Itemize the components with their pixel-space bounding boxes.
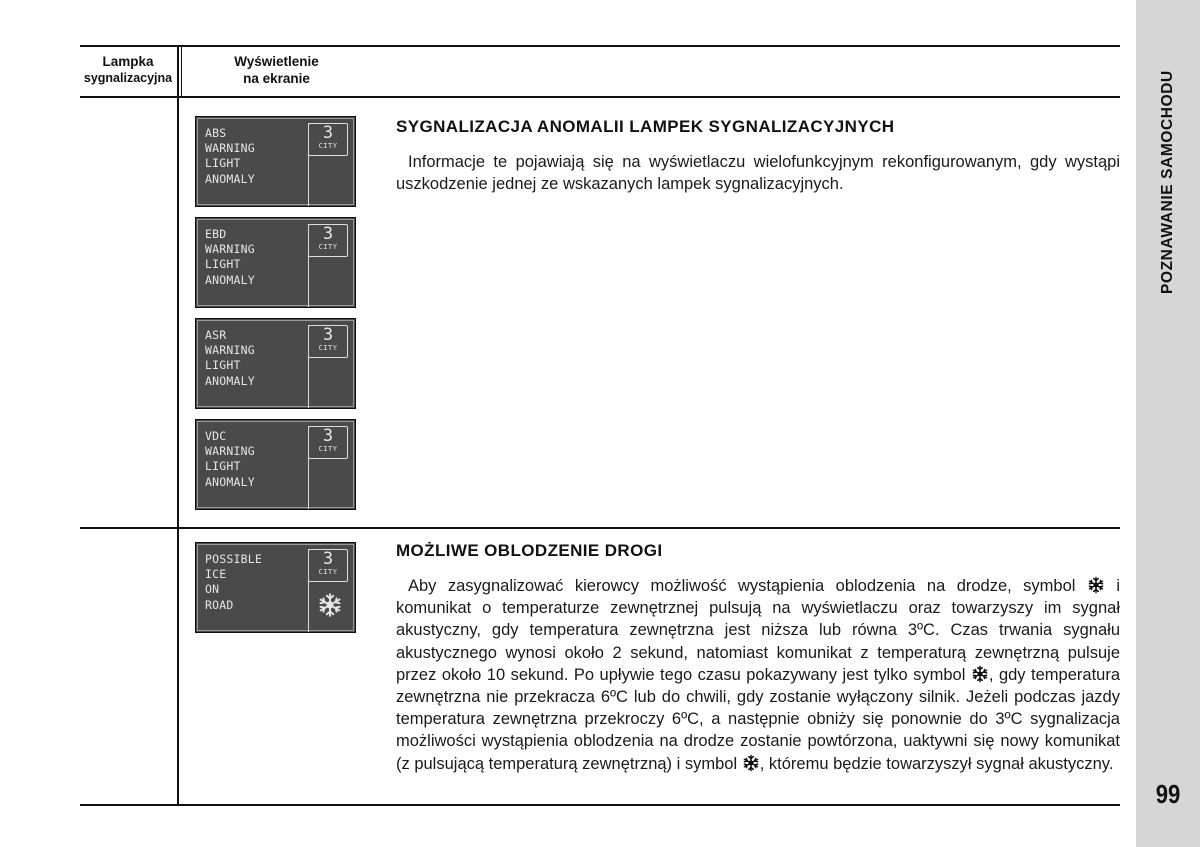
lcd-display-ice-warning bbox=[195, 542, 356, 633]
lcd-line: ANOMALY bbox=[205, 171, 255, 186]
header-col-lamp-line1: Lampka bbox=[102, 54, 154, 69]
lcd-line: WARNING bbox=[205, 141, 255, 156]
header-col-display-line2: na ekranie bbox=[243, 71, 310, 86]
section-tab-title: POZNAWANIE SAMOCHODU bbox=[1159, 70, 1176, 294]
text-run: i komunikat o temperaturze zewnętrznej pulsują na wyświetlaczu oraz towarzyszy im sygnał akustyczny, gdy temperatura zewnętrzna jest niższa lub równa 3ºC. Czas trwania sygnału akustycznego wynosi około 2 sekund, natomiast komunikat z temperaturą zewnętrzną pulsuje przez około 10 sekund. Po upływie tego czasu pokazywany jest tylko symbol bbox=[396, 577, 1120, 684]
drive-mode-label: CITY bbox=[318, 568, 338, 576]
drive-mode-indicator bbox=[308, 123, 348, 156]
paragraph bbox=[396, 575, 1120, 775]
page-number: 99 bbox=[1155, 779, 1181, 809]
header-col-lamp-line2: sygnalizacyjna bbox=[83, 71, 173, 85]
section-body-road-ice bbox=[396, 575, 1120, 775]
header-col-display bbox=[200, 53, 353, 87]
text-run: Aby zasygnalizować kierowcy możliwość wystąpienia oblodzenia na drodze, symbol bbox=[408, 577, 1076, 595]
lcd-line: ANOMALY bbox=[205, 474, 255, 489]
table-column-divider bbox=[177, 45, 179, 806]
lcd-display-ebd bbox=[195, 217, 356, 308]
table-top-rule bbox=[80, 45, 1120, 47]
section-title-road-ice: MOŻLIWE OBLODZENIE DROGI bbox=[396, 541, 663, 560]
table-bottom-rule bbox=[80, 804, 1120, 806]
table-header-rule bbox=[80, 96, 1120, 98]
header-col-lamp bbox=[80, 53, 176, 87]
section-body-warning-anomaly bbox=[396, 151, 1120, 195]
lcd-line: LIGHT bbox=[205, 156, 241, 171]
snowflake-icon bbox=[971, 665, 989, 683]
lcd-line: ANOMALY bbox=[205, 373, 255, 388]
lcd-line: WARNING bbox=[205, 444, 255, 459]
header-col-display-line1: Wyświetlenie bbox=[234, 54, 319, 69]
snowflake-icon bbox=[742, 754, 760, 772]
paragraph: Informacje te pojawiają się na wyświetlaczu wielofunkcyjnym rekonfigurowanym, gdy wystąpi uszkodzenie jednej ze wskazanych lampek sygnalizacyjnych. bbox=[396, 153, 1120, 194]
text-run: , gdy temperatura zewnętrzna nie przekracza 6ºC lub do chwili, gdy zostanie wyłączony silnik. Jeżeli podczas jazdy temperatura zewnętrzna przekroczy 6ºC, a następnie obniży się ponownie do 3ºC sygnalizacja możliwości wystąpienia oblodzenia na drodze zostanie powtórzona, uaktywni się nowy komunikat (z pulsującą temperaturą zewnętrzną) i symbol bbox=[396, 665, 1120, 773]
lcd-display-asr bbox=[195, 318, 356, 409]
text-run: , któremu będzie towarzyszył sygnał akustyczny. bbox=[759, 754, 1114, 773]
lcd-line: ICE bbox=[205, 567, 227, 582]
drive-mode-label: CITY bbox=[318, 243, 338, 251]
lcd-line: ANOMALY bbox=[205, 272, 255, 287]
lcd-line: LIGHT bbox=[205, 358, 241, 373]
lcd-display-abs bbox=[195, 116, 356, 207]
lcd-line: LIGHT bbox=[205, 257, 241, 272]
lcd-line: ON bbox=[205, 582, 220, 597]
drive-mode-number: 3 bbox=[322, 549, 334, 569]
drive-mode-number: 3 bbox=[322, 325, 334, 345]
drive-mode-indicator bbox=[308, 426, 348, 459]
lcd-line: ABS bbox=[205, 126, 227, 140]
drive-mode-indicator bbox=[308, 549, 348, 582]
snowflake-icon bbox=[1087, 576, 1105, 594]
lcd-line: WARNING bbox=[205, 242, 255, 257]
lcd-line: ASR bbox=[205, 328, 227, 342]
drive-mode-number: 3 bbox=[322, 426, 334, 446]
drive-mode-label: CITY bbox=[318, 445, 338, 453]
drive-mode-number: 3 bbox=[322, 224, 334, 244]
lcd-line: ROAD bbox=[205, 597, 234, 612]
lcd-line: VDC bbox=[205, 429, 227, 443]
drive-mode-label: CITY bbox=[318, 142, 338, 150]
drive-mode-number: 3 bbox=[322, 123, 334, 143]
drive-mode-indicator bbox=[308, 325, 348, 358]
lcd-line: POSSIBLE bbox=[205, 552, 262, 566]
lcd-line: EBD bbox=[205, 227, 227, 241]
snowflake-icon bbox=[317, 592, 343, 618]
drive-mode-label: CITY bbox=[318, 344, 338, 352]
table-row-divider bbox=[80, 527, 1120, 529]
drive-mode-indicator bbox=[308, 224, 348, 257]
lcd-display-vdc bbox=[195, 419, 356, 510]
table-header-double-divider bbox=[181, 45, 182, 96]
lcd-line: LIGHT bbox=[205, 459, 241, 474]
lcd-line: WARNING bbox=[205, 343, 255, 358]
section-title-warning-anomaly: SYGNALIZACJA ANOMALII LAMPEK SYGNALIZACYJNYCH bbox=[396, 117, 895, 136]
